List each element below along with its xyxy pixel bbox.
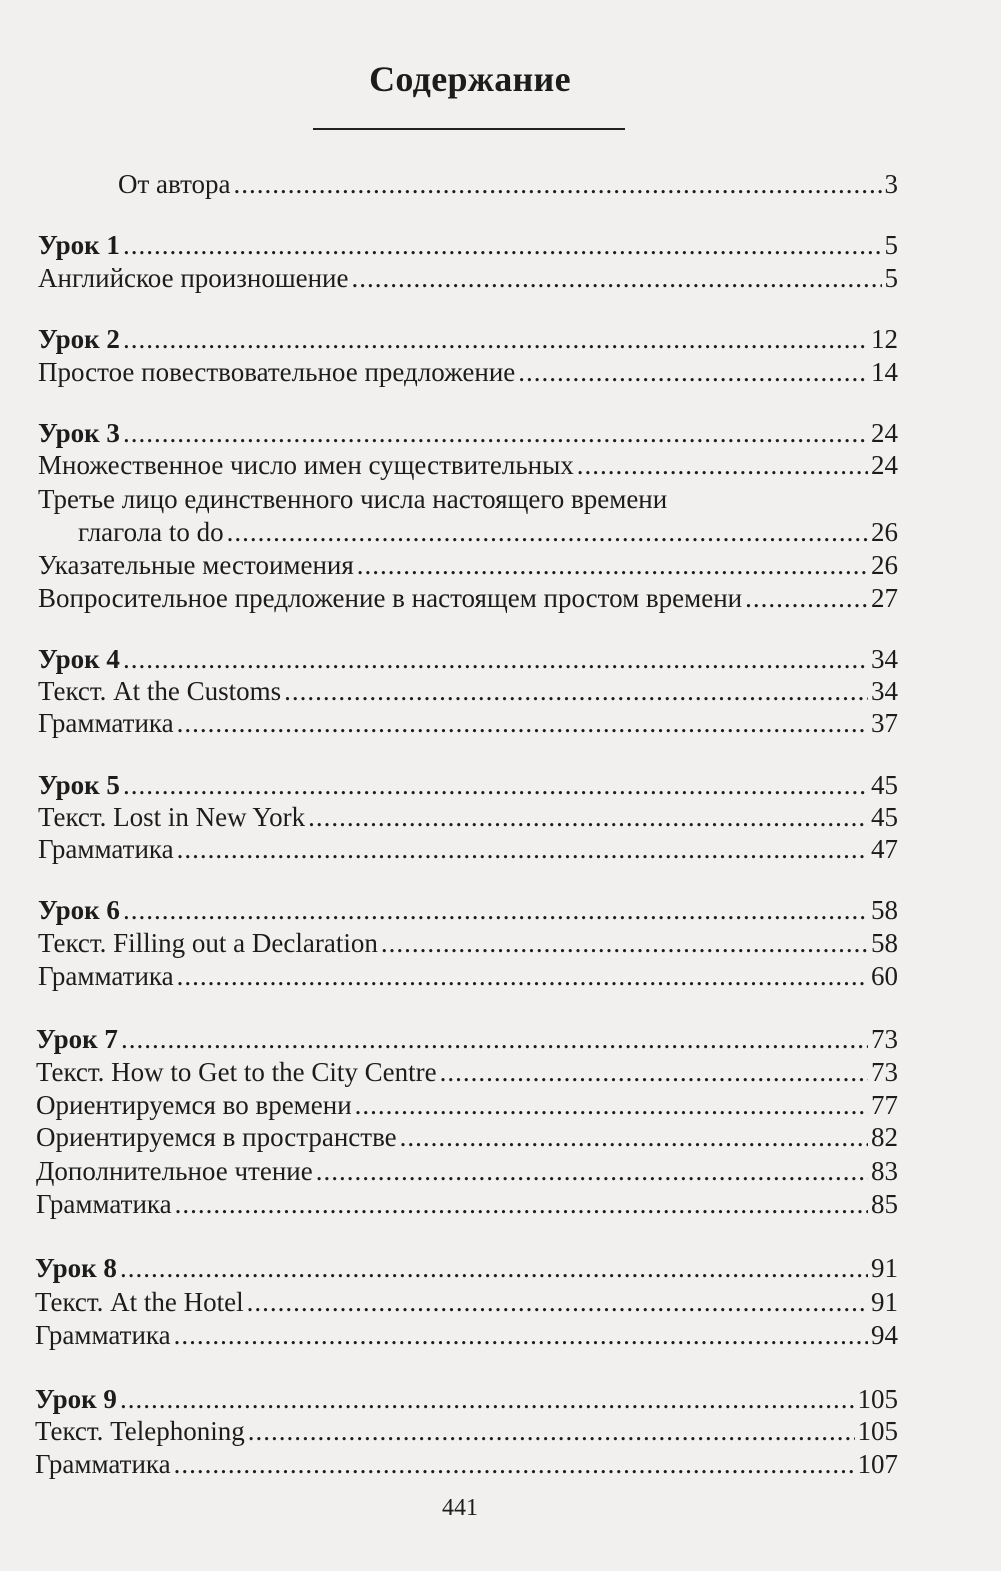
toc-entry-label: Английское произношение — [38, 263, 349, 293]
toc-entry-label: Третье лицо единственного числа настоящего времени — [38, 484, 668, 514]
dot-leader — [120, 1253, 868, 1284]
toc-entry-label: Урок 2 — [38, 324, 120, 354]
toc-entry-label: Грамматика — [36, 1189, 172, 1219]
toc-entry-page: 82 — [871, 1122, 898, 1152]
toc-entry — [35, 1320, 898, 1354]
toc-lesson-heading — [38, 770, 898, 804]
toc-entry-label: От автора — [118, 169, 231, 199]
toc-entry — [35, 1416, 898, 1450]
dot-leader — [440, 1057, 868, 1088]
dot-leader — [175, 1189, 868, 1220]
dot-leader — [123, 770, 868, 801]
toc-entry — [38, 961, 898, 995]
toc-lesson-heading — [36, 1024, 898, 1058]
toc-entry-page: 73 — [871, 1057, 898, 1087]
page-number: 441 — [442, 1495, 478, 1521]
dot-leader — [174, 1449, 855, 1480]
toc-entry-label: Грамматика — [38, 834, 174, 864]
toc-entry-page: 3 — [884, 169, 898, 199]
toc-entry-label: Урок 3 — [38, 418, 120, 448]
toc-entry-page: 34 — [871, 644, 898, 674]
toc-entry-page: 105 — [857, 1384, 898, 1414]
toc-entry-page: 94 — [871, 1320, 898, 1350]
dot-leader — [123, 418, 868, 449]
toc-entry-page: 58 — [871, 895, 898, 925]
dot-leader — [400, 1122, 868, 1153]
toc-entry-label: Текст. How to Get to the City Centre — [36, 1057, 437, 1087]
toc-entry — [36, 1156, 898, 1190]
toc-entry — [38, 550, 898, 584]
toc-entry — [38, 676, 898, 710]
dot-leader — [308, 802, 868, 833]
dot-leader — [316, 1156, 868, 1187]
dot-leader — [177, 708, 868, 739]
toc-entry-label: Вопросительное предложение в настоящем простом времени — [38, 583, 743, 613]
toc-entry — [38, 834, 898, 868]
dot-leader — [234, 169, 882, 200]
toc-entry-label: Простое повествовательное предложение — [38, 357, 516, 387]
toc-lesson-heading — [38, 895, 898, 929]
toc-entry-page: 47 — [871, 834, 898, 864]
toc-lesson-heading — [35, 1253, 898, 1287]
toc-entry-page: 60 — [871, 961, 898, 991]
toc-entry-label: Ориентируемся в пространстве — [36, 1122, 397, 1152]
toc-entry — [36, 1189, 898, 1223]
toc-entry-label: Урок 8 — [35, 1253, 117, 1283]
toc-lesson-heading — [38, 230, 898, 264]
dot-leader — [227, 517, 868, 548]
toc-entry-label: Грамматика — [38, 708, 174, 738]
toc-entry-page: 45 — [871, 802, 898, 832]
toc-lesson-heading — [38, 418, 898, 452]
toc-entry-page: 24 — [871, 450, 898, 480]
toc-entry — [38, 357, 898, 391]
dot-leader — [121, 1024, 868, 1055]
toc-entry-label: Грамматика — [38, 961, 174, 991]
toc-entry-label: Текст. At the Customs — [38, 676, 282, 706]
toc-entry-page: 45 — [871, 770, 898, 800]
toc-entry-page: 14 — [871, 357, 898, 387]
toc-entry-page: 105 — [857, 1416, 898, 1446]
toc-entry-label: Урок 4 — [38, 644, 120, 674]
toc-entry-page: 58 — [871, 928, 898, 958]
dot-leader — [177, 834, 868, 865]
toc-entry-page: 77 — [871, 1090, 898, 1120]
toc-entry-label: Текст. Lost in New York — [38, 802, 306, 832]
toc-entry-page: 12 — [871, 324, 898, 354]
toc-entry-label: Текст. Telephoning — [35, 1416, 245, 1446]
toc-entry-label: Урок 6 — [38, 895, 120, 925]
toc-entry-page: 73 — [871, 1024, 898, 1054]
dot-leader — [123, 324, 868, 355]
toc-entry-page: 26 — [871, 517, 898, 547]
toc-entry-page: 5 — [884, 230, 898, 260]
page-title: Содержание — [369, 59, 571, 99]
dot-leader — [120, 1384, 855, 1415]
dot-leader — [123, 644, 868, 675]
toc-lesson-heading — [38, 324, 898, 358]
toc-entry — [35, 1287, 898, 1321]
toc-entry-page: 91 — [871, 1287, 898, 1317]
toc-entry — [38, 802, 898, 836]
dot-leader — [247, 1287, 868, 1318]
toc-entry-label: Грамматика — [35, 1320, 171, 1350]
dot-leader — [745, 583, 868, 614]
toc-entry-page: 37 — [871, 708, 898, 738]
toc-entry-label: Указательные местоимения — [38, 550, 354, 580]
title-underline — [313, 128, 625, 130]
dot-leader — [123, 230, 882, 261]
toc-entry — [118, 169, 898, 203]
toc-entry — [38, 450, 898, 484]
toc-entry-label: Дополнительное чтение — [36, 1156, 313, 1186]
toc-entry-label: Урок 5 — [38, 770, 120, 800]
dot-leader — [174, 1320, 868, 1351]
dot-leader — [518, 357, 868, 388]
toc-entry-page: 85 — [871, 1189, 898, 1219]
dot-leader — [577, 450, 868, 481]
toc-entry-label: Текст. At the Hotel — [35, 1287, 244, 1317]
toc-entry-label: глагола to do — [78, 517, 224, 547]
toc-entry — [38, 263, 898, 297]
toc-entry — [36, 1057, 898, 1091]
toc-lesson-heading — [38, 644, 898, 678]
toc-entry-page: 27 — [871, 583, 898, 613]
toc-entry — [35, 1449, 898, 1483]
toc-entry-label: Урок 7 — [36, 1024, 118, 1054]
toc-entry — [38, 928, 898, 962]
dot-leader — [355, 1090, 868, 1121]
toc-entry-label: Множественное число имен существительных — [38, 450, 574, 480]
toc-entry — [38, 484, 898, 518]
toc-entry — [36, 1122, 898, 1156]
toc-entry-label: Грамматика — [35, 1449, 171, 1479]
toc-entry — [38, 708, 898, 742]
toc-entry-page: 83 — [871, 1156, 898, 1186]
dot-leader — [357, 550, 868, 581]
toc-entry-label: Урок 9 — [35, 1384, 117, 1414]
dot-leader — [123, 895, 868, 926]
dot-leader — [284, 676, 868, 707]
toc-entry-label: Ориентируемся во времени — [36, 1090, 352, 1120]
dot-leader — [352, 263, 882, 294]
toc-entry-page: 24 — [871, 418, 898, 448]
dot-leader — [381, 928, 868, 959]
toc-entry-label: Урок 1 — [38, 230, 120, 260]
toc-lesson-heading — [35, 1384, 898, 1418]
toc-entry-page: 91 — [871, 1253, 898, 1283]
toc-entry — [78, 517, 898, 551]
toc-entry-page: 5 — [884, 263, 898, 293]
dot-leader — [248, 1416, 855, 1447]
toc-entry-page: 26 — [871, 550, 898, 580]
toc-entry-label: Текст. Filling out a Declaration — [38, 928, 378, 958]
toc-entry-page: 34 — [871, 676, 898, 706]
toc-entry-page: 107 — [857, 1449, 898, 1479]
toc-entry — [36, 1090, 898, 1124]
dot-leader — [177, 961, 868, 992]
toc-entry — [38, 583, 898, 617]
